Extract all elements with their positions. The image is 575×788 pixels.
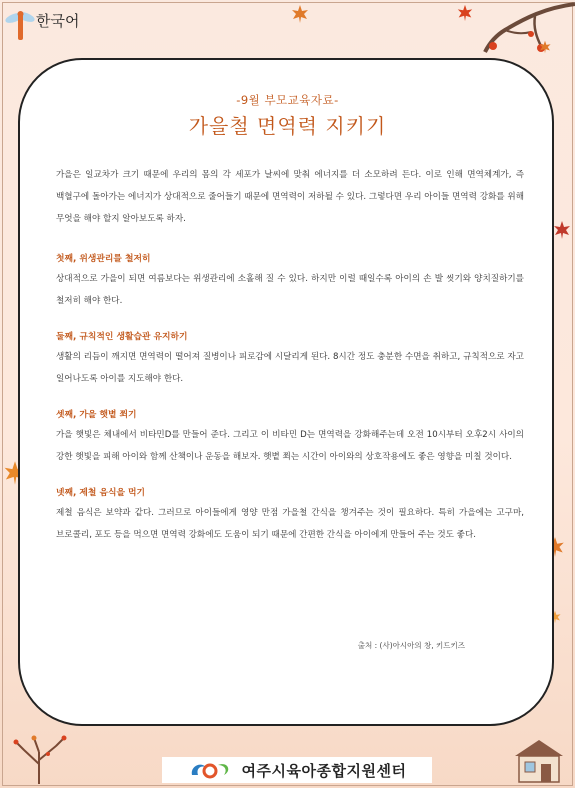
autumn-tree-decoration [4, 724, 74, 784]
section-seasonal-food [56, 484, 524, 546]
footer-logo-bar [162, 757, 432, 783]
section-routine [56, 328, 524, 390]
dragonfly-icon [4, 8, 38, 42]
maple-leaf-icon [538, 40, 552, 54]
article-body [56, 164, 524, 546]
subtitle: -9월 부모교육자료- [236, 93, 339, 107]
section-body: 상대적으로 가을이 되면 여름보다는 위생관리에 소홀해 질 수 있다. 하지만 이럴 때일수록 아이의 손 발 씻기와 양치질하기를 철저히 해야 한다. [56, 274, 524, 306]
section-hygiene [56, 250, 524, 312]
house-icon [511, 736, 567, 784]
section-title: 넷째, 제철 음식을 먹기 [56, 488, 146, 498]
maple-leaf-icon [290, 4, 310, 24]
section-body: 가을 햇빛은 체내에서 비타민D를 만들어 준다. 그리고 이 비타민 D는 면역력을 강화해주는데 오전 10시부터 오후2시 사이의 강한 햇빛을 피해 아이와 함께 산책이나 운동을 해보자. 햇볕 쬐는 시간이 아이와의 상호작용에도 좋은 영향을 미칠 것이다. [56, 430, 524, 462]
section-title: 둘째, 규칙적인 생활습관 유지하기 [56, 332, 188, 342]
organization-name: 여주시육아종합지원센터 [241, 761, 407, 780]
source-citation: 출처 : (사)아시아의 창, 키드키즈 [357, 641, 465, 650]
maple-leaf-icon [456, 4, 474, 22]
section-body: 생활의 리듬이 깨지면 면역력이 떨어져 질병이나 피로감에 시달리게 된다. 8시간 정도 충분한 수면을 취하고, 규칙적으로 자고 일어나도록 아이를 지도해야 한다. [56, 352, 524, 384]
section-title: 셋째, 가을 햇볕 쬐기 [56, 410, 137, 420]
language-label: 한국어 [36, 12, 80, 30]
section-body: 제철 음식은 보약과 같다. 그러므로 아이들에게 영양 만점 가을철 간식을 챙겨주는 것이 필요하다. 특히 가을에는 고구마, 브로콜리, 포도 등을 먹으면 면역력 강화에도 도움이 되기 때문에 간편한 간식을 아이에게 만들어 주는 것도 좋다. [56, 508, 524, 540]
intro-paragraph: 가을은 일교차가 크기 때문에 우리의 몸의 각 세포가 날씨에 맞춰 에너지를 더 소모하려 든다. 이로 인해 면역체계가, 즉 백혈구에 돌아가는 에너지가 상대적으로 줄어들기 때문에 면역력이 저하될 수 있다. 그렇다면 우리 아이들 면역력 강화를 위해 무엇을 해야 할지 알아보도록 하자. [56, 170, 524, 224]
section-title: 첫째, 위생관리를 철저히 [56, 254, 151, 264]
organization-logo-icon [188, 759, 234, 781]
page-title: 가을철 면역력 지키기 [188, 114, 387, 138]
maple-leaf-icon [552, 218, 572, 242]
section-sunlight [56, 406, 524, 468]
